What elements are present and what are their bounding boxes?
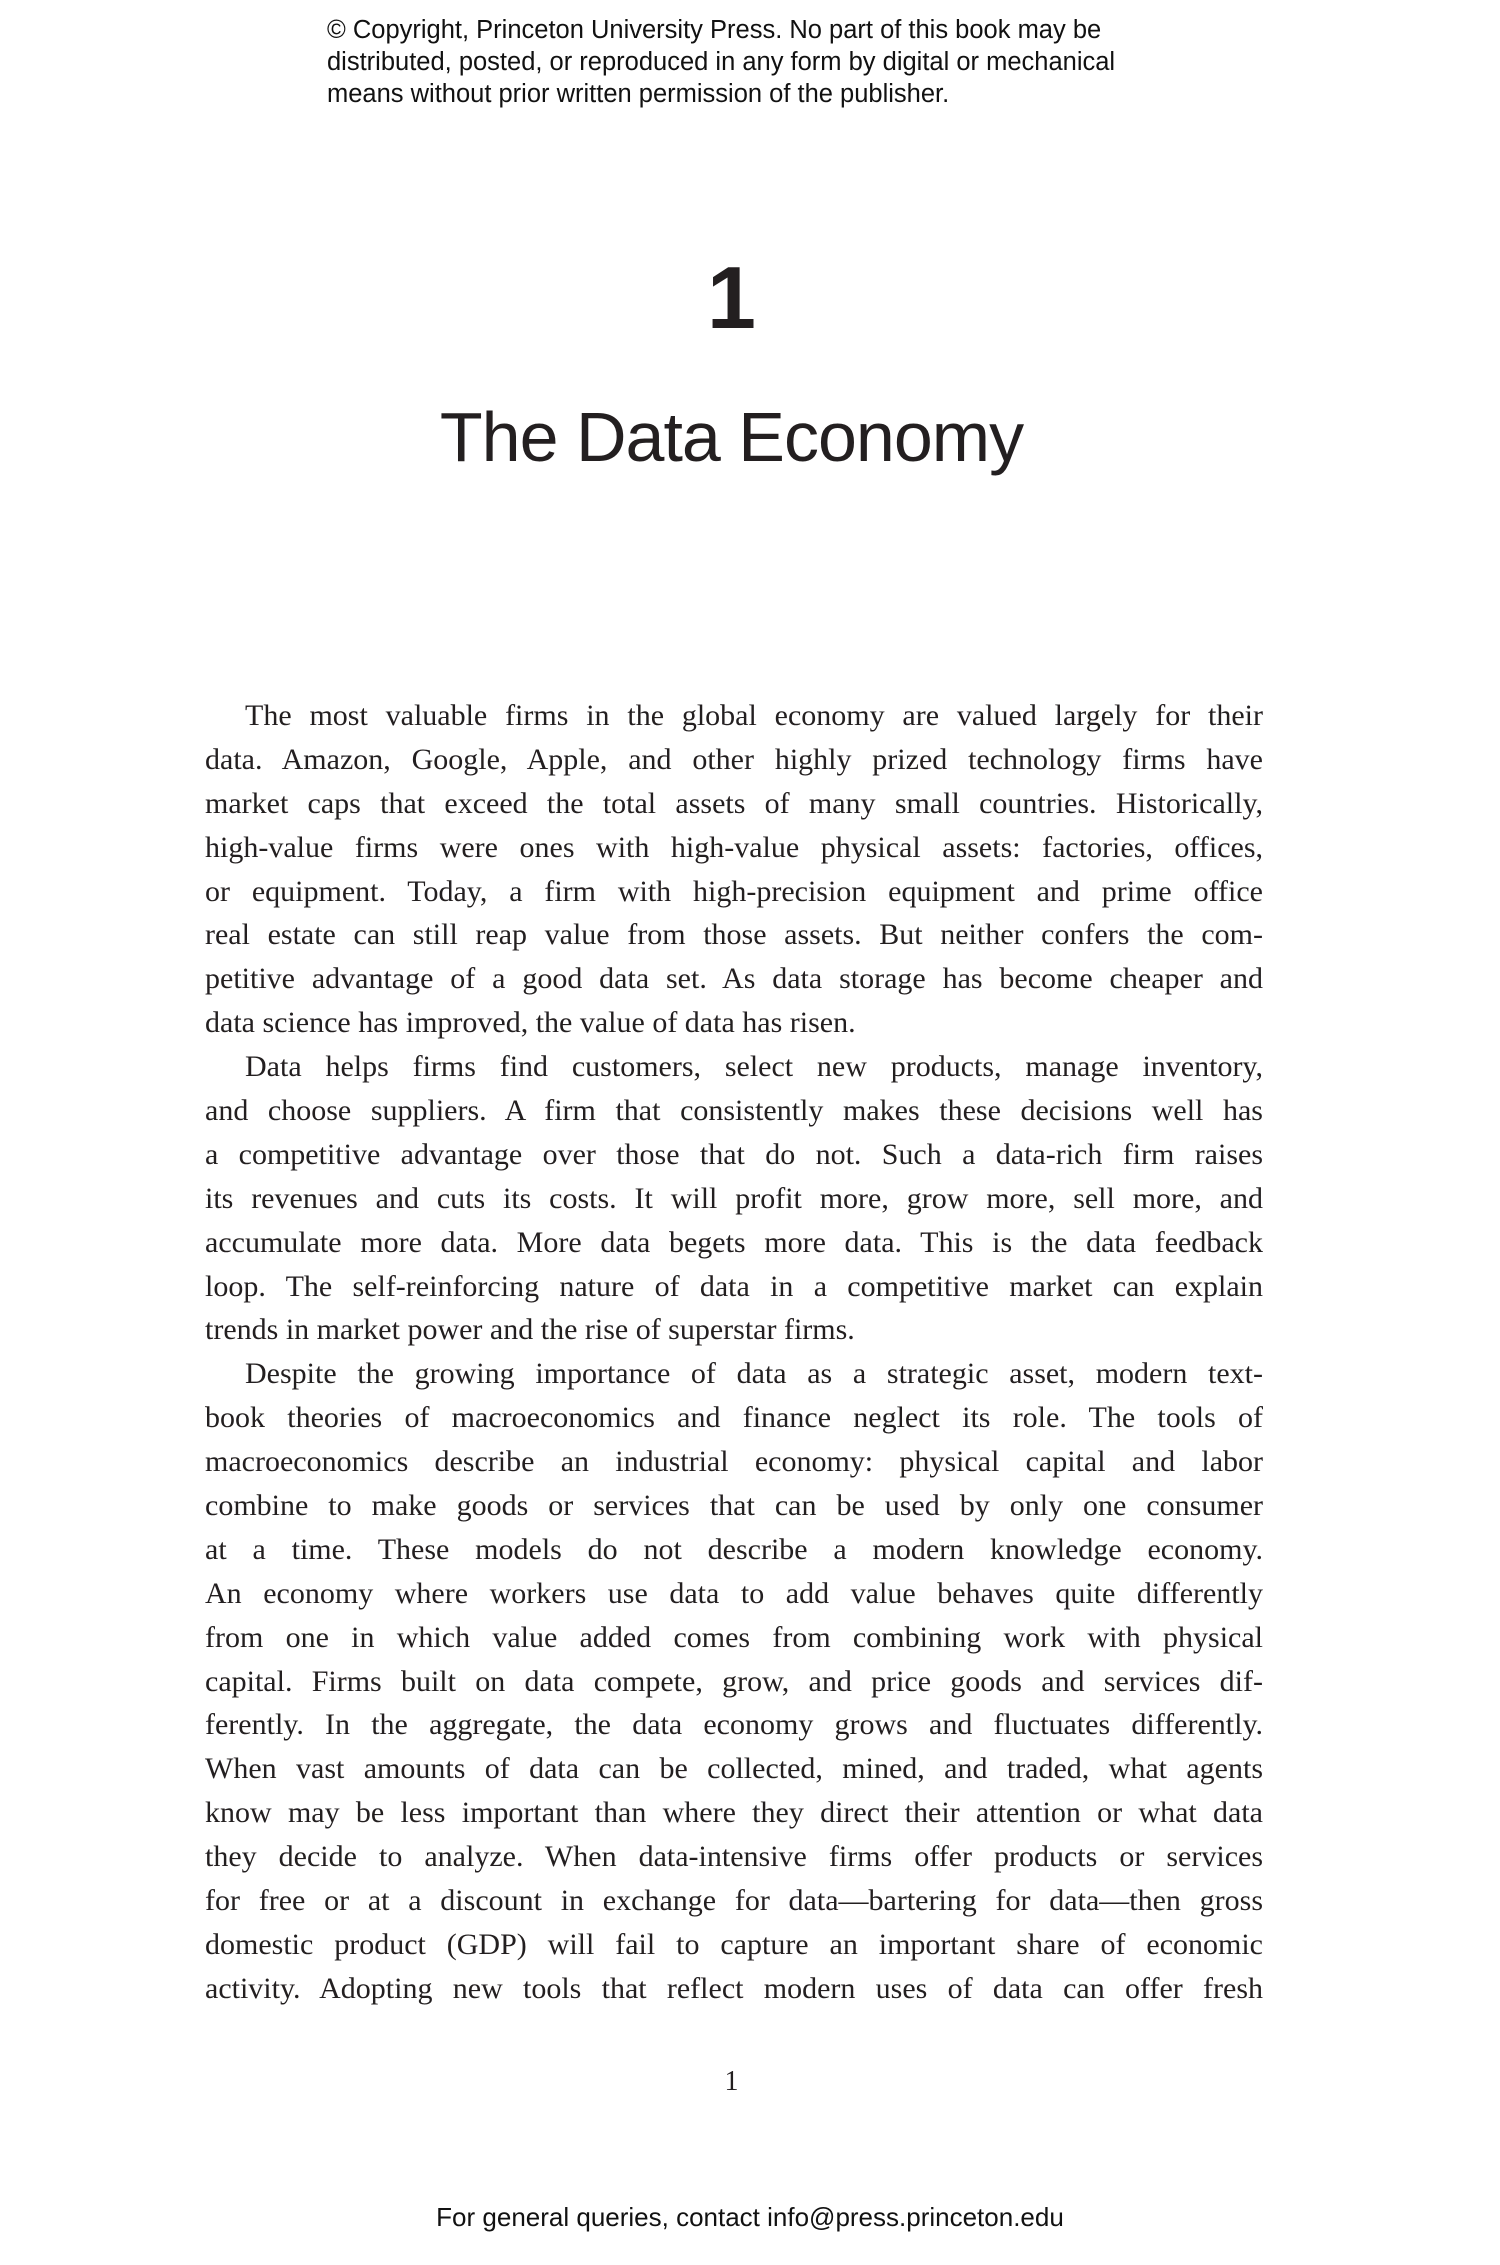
text-line: data. Amazon, Google, Apple, and other highly prized technology firms have — [205, 742, 1263, 776]
text-line: high-value firms were ones with high-value physical assets: factories, offices, — [205, 830, 1263, 864]
copyright-line: distributed, posted, or reproduced in any form by digital or mechanical — [327, 48, 1116, 76]
text-line: real estate can still reap value from those assets. But neither confers the com- — [205, 918, 1263, 952]
copyright-notice — [327, 14, 1227, 110]
text-line: An economy where workers use data to add value behaves quite differently — [205, 1576, 1263, 1610]
copyright-line: means without prior written permission of the publisher. — [327, 80, 950, 108]
text-line: market caps that exceed the total assets of many small countries. Historically, — [205, 786, 1263, 820]
text-line: capital. Firms built on data compete, grow, and price goods and services dif- — [205, 1664, 1263, 1698]
text-line: combine to make goods or services that can be used by only one consumer — [205, 1489, 1263, 1523]
text-line: know may be less important than where they direct their attention or what data — [205, 1796, 1263, 1830]
copyright-line: © Copyright, Princeton University Press. No part of this book may be — [327, 16, 1102, 44]
text-line: they decide to analyze. When data-intensive firms offer products or services — [205, 1840, 1263, 1874]
page-number: 1 — [724, 2066, 739, 2097]
text-line: a competitive advantage over those that do not. Such a data-rich firm raises — [205, 1137, 1263, 1171]
text-line: accumulate more data. More data begets more data. This is the data feedback — [205, 1225, 1263, 1259]
paragraph — [205, 1352, 1263, 2010]
paragraph — [205, 1045, 1263, 1352]
body-text — [205, 694, 1263, 2011]
chapter-number: 1 — [707, 248, 756, 347]
text-line: trends in market power and the rise of superstar firms. — [205, 1313, 855, 1347]
text-line: loop. The self-reinforcing nature of data in a competitive market can explain — [205, 1269, 1263, 1303]
text-line: from one in which value added comes from combining work with physical — [205, 1620, 1263, 1654]
text-line: activity. Adopting new tools that reflect modern uses of data can offer fresh — [205, 1971, 1263, 2005]
text-line: data science has improved, the value of data has risen. — [205, 1006, 856, 1040]
footer-contact — [0, 2202, 1500, 2233]
text-line: at a time. These models do not describe a modern knowledge economy. — [205, 1532, 1263, 1566]
text-line: Despite the growing importance of data as a strategic asset, modern text- — [245, 1357, 1263, 1391]
text-line: book theories of macroeconomics and finance neglect its role. The tools of — [205, 1401, 1263, 1435]
text-line: macroeconomics describe an industrial economy: physical capital and labor — [205, 1445, 1263, 1479]
text-line: The most valuable firms in the global economy are valued largely for their — [245, 699, 1263, 732]
text-line: Data helps firms find customers, select new products, manage inventory, — [245, 1050, 1263, 1084]
text-line: for free or at a discount in exchange for data—bartering for data—then gross — [205, 1884, 1263, 1918]
text-line: petitive advantage of a good data set. As data storage has become cheaper and — [205, 962, 1263, 996]
text-line: or equipment. Today, a firm with high-precision equipment and prime office — [205, 874, 1263, 908]
text-line: domestic product (GDP) will fail to capture an important share of economic — [205, 1927, 1263, 1961]
text-line: its revenues and cuts its costs. It will profit more, grow more, sell more, and — [205, 1181, 1263, 1215]
footer-text: For general queries, contact info@press.princeton.edu — [436, 2202, 1064, 2232]
chapter-title: The Data Economy — [439, 398, 1024, 476]
text-line: ferently. In the aggregate, the data economy grows and fluctuates differently. — [205, 1708, 1263, 1742]
paragraph — [205, 694, 1263, 1045]
text-line: When vast amounts of data can be collected, mined, and traded, what agents — [205, 1752, 1263, 1786]
text-line: and choose suppliers. A firm that consistently makes these decisions well has — [205, 1094, 1263, 1128]
